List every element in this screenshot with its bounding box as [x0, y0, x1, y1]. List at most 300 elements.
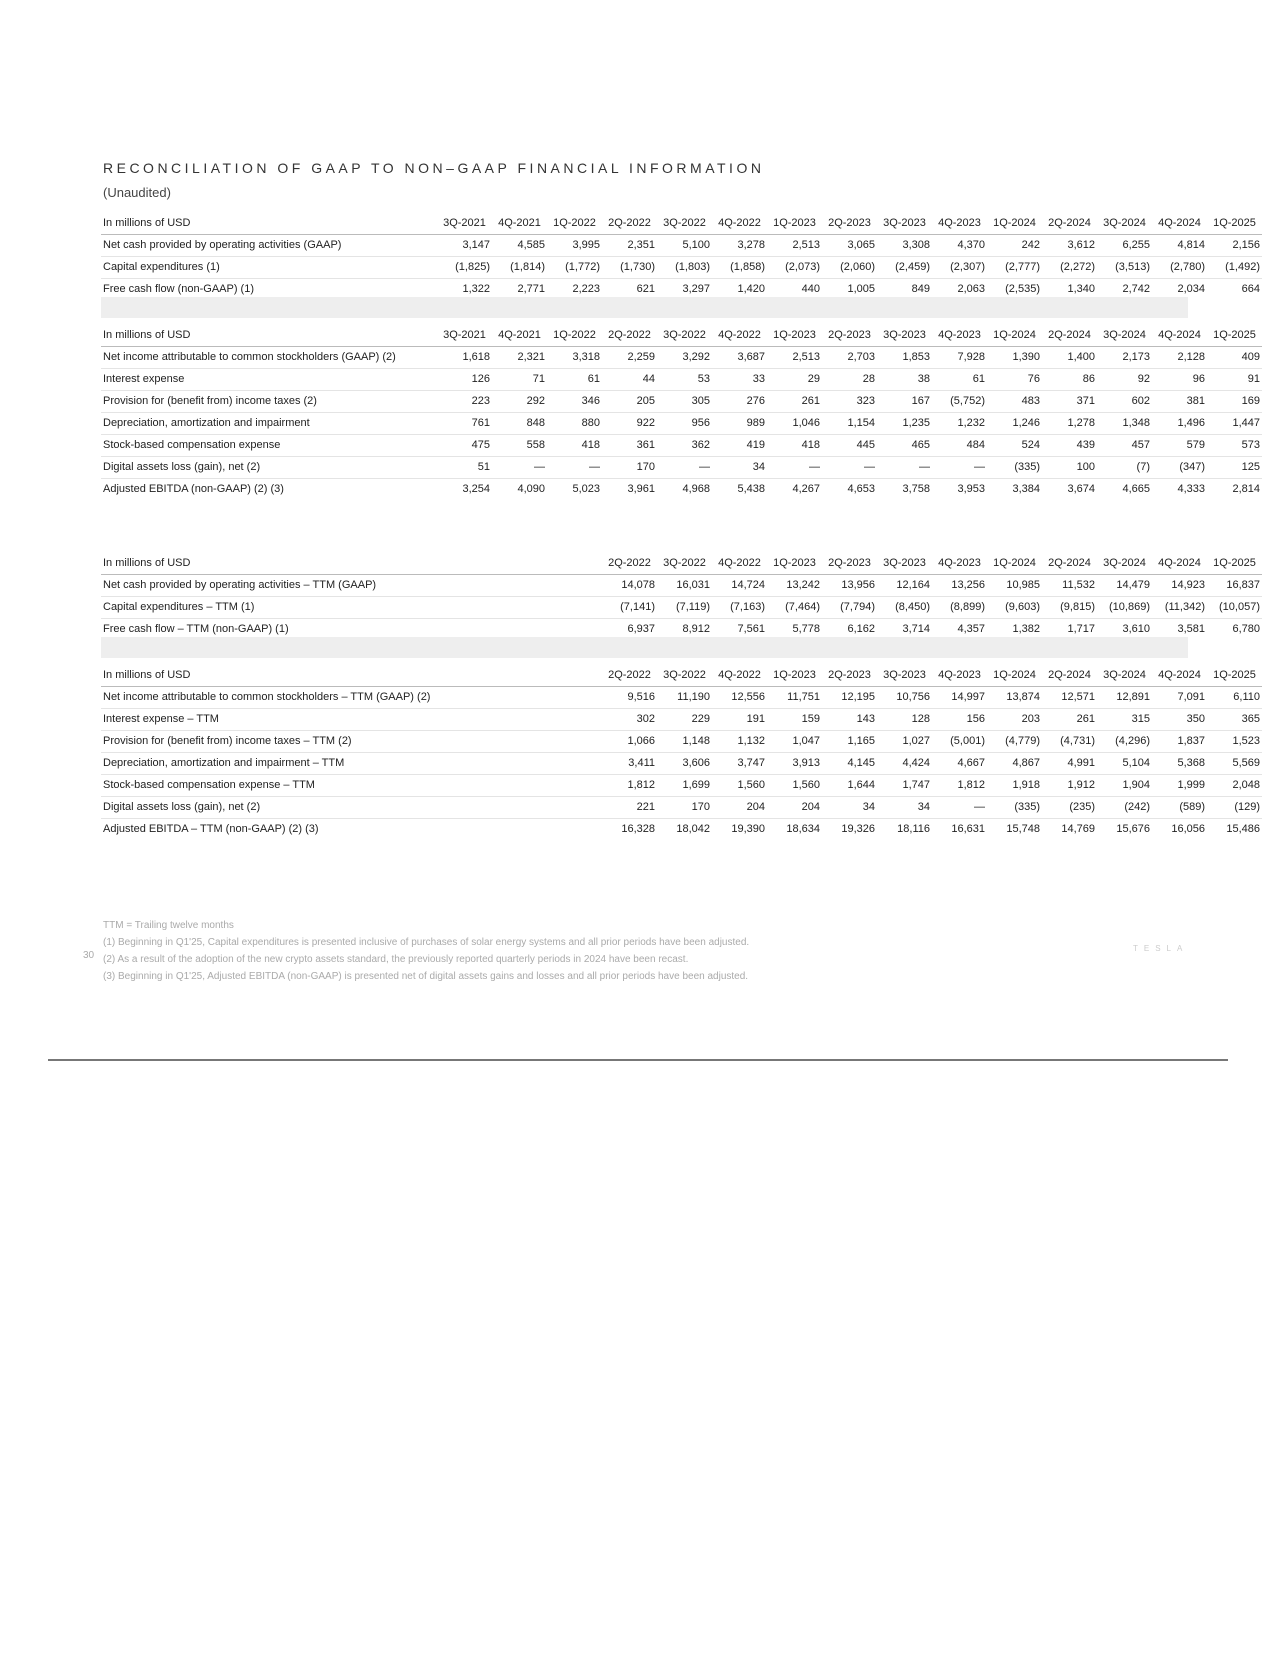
value-cell: 76 [987, 369, 1042, 391]
value-cell: 4,991 [1042, 753, 1097, 775]
empty-cell [437, 553, 492, 575]
empty-cell [547, 575, 602, 597]
total-row [101, 819, 1262, 841]
row-label: Digital assets loss (gain), net (2) [101, 457, 437, 479]
value-cell: 484 [932, 435, 987, 457]
value-cell: 1,165 [822, 731, 877, 753]
value-cell: 2,034 [1152, 279, 1207, 301]
period-header: 2Q-2024 [1042, 213, 1097, 235]
value-cell: 7,928 [932, 347, 987, 369]
value-cell: (8,899) [932, 597, 987, 619]
value-cell: 3,581 [1152, 619, 1207, 641]
value-cell: (2,777) [987, 257, 1042, 279]
value-cell: (11,342) [1152, 597, 1207, 619]
period-header: 3Q-2022 [657, 213, 712, 235]
table-row [101, 347, 1262, 369]
value-cell: 14,997 [932, 687, 987, 709]
value-cell: 11,751 [767, 687, 822, 709]
empty-cell [492, 819, 547, 841]
value-cell: (7,119) [657, 597, 712, 619]
value-cell: 4,968 [657, 479, 712, 501]
value-cell: 465 [877, 435, 932, 457]
empty-cell [437, 687, 492, 709]
value-cell: 1,747 [877, 775, 932, 797]
empty-cell [492, 731, 547, 753]
table-row [101, 413, 1262, 435]
value-cell: 1,348 [1097, 413, 1152, 435]
value-cell: 483 [987, 391, 1042, 413]
value-cell: (1,814) [492, 257, 547, 279]
value-cell: 229 [657, 709, 712, 731]
table-row [101, 457, 1262, 479]
table-header-row [101, 665, 1262, 687]
value-cell: 4,867 [987, 753, 1042, 775]
value-cell: 3,610 [1097, 619, 1152, 641]
empty-cell [437, 731, 492, 753]
empty-cell [437, 597, 492, 619]
value-cell: 205 [602, 391, 657, 413]
value-cell: 418 [767, 435, 822, 457]
footnote-1: (1) Beginning in Q1'25, Capital expenditures is presented inclusive of purchases of solar energy systems and all prior periods have been adjusted. [103, 937, 750, 948]
period-header: 1Q-2024 [987, 553, 1042, 575]
value-cell: 5,778 [767, 619, 822, 641]
value-cell: — [932, 797, 987, 819]
value-cell: 3,747 [712, 753, 767, 775]
value-cell: 4,357 [932, 619, 987, 641]
value-cell: 15,486 [1207, 819, 1262, 841]
value-cell: 15,748 [987, 819, 1042, 841]
value-cell: (1,492) [1207, 257, 1262, 279]
value-cell: 3,674 [1042, 479, 1097, 501]
empty-cell [437, 775, 492, 797]
value-cell: 1,918 [987, 775, 1042, 797]
value-cell: 1,912 [1042, 775, 1097, 797]
value-cell: 143 [822, 709, 877, 731]
period-header: 1Q-2023 [767, 665, 822, 687]
value-cell: 12,556 [712, 687, 767, 709]
row-label: Adjusted EBITDA (non-GAAP) (2) (3) [101, 479, 437, 501]
period-header: 2Q-2022 [602, 213, 657, 235]
value-cell: 664 [1207, 279, 1262, 301]
value-cell: 323 [822, 391, 877, 413]
value-cell: 16,631 [932, 819, 987, 841]
value-cell: 4,090 [492, 479, 547, 501]
value-cell: 276 [712, 391, 767, 413]
value-cell: 5,104 [1097, 753, 1152, 775]
period-header: 4Q-2022 [712, 213, 767, 235]
table-header-row [101, 325, 1262, 347]
value-cell: 14,724 [712, 575, 767, 597]
value-cell: 7,091 [1152, 687, 1207, 709]
value-cell: (335) [987, 457, 1042, 479]
period-header: 4Q-2024 [1152, 325, 1207, 347]
page-title: RECONCILIATION OF GAAP TO NON–GAAP FINANCIAL INFORMATION [103, 160, 765, 176]
value-cell: 292 [492, 391, 547, 413]
value-cell: 9,516 [602, 687, 657, 709]
empty-cell [492, 553, 547, 575]
value-cell: 1,046 [767, 413, 822, 435]
value-cell: 29 [767, 369, 822, 391]
period-header: 3Q-2024 [1097, 213, 1152, 235]
empty-cell [547, 665, 602, 687]
table-separator [101, 297, 1188, 318]
row-label: Net income attributable to common stockholders (GAAP) (2) [101, 347, 437, 369]
value-cell: (242) [1097, 797, 1152, 819]
value-cell: 125 [1207, 457, 1262, 479]
value-cell: (7) [1097, 457, 1152, 479]
value-cell: 156 [932, 709, 987, 731]
value-cell: 16,837 [1207, 575, 1262, 597]
value-cell: 1,340 [1042, 279, 1097, 301]
value-cell: 1,382 [987, 619, 1042, 641]
value-cell: 1,005 [822, 279, 877, 301]
value-cell: 14,923 [1152, 575, 1207, 597]
value-cell: 602 [1097, 391, 1152, 413]
value-cell: 13,256 [932, 575, 987, 597]
empty-cell [437, 709, 492, 731]
value-cell: 848 [492, 413, 547, 435]
value-cell: 5,023 [547, 479, 602, 501]
value-cell: 371 [1042, 391, 1097, 413]
value-cell: 18,116 [877, 819, 932, 841]
value-cell: — [657, 457, 712, 479]
value-cell: 361 [602, 435, 657, 457]
value-cell: 61 [547, 369, 602, 391]
value-cell: 3,308 [877, 235, 932, 257]
period-header: 4Q-2023 [932, 325, 987, 347]
period-header: 4Q-2022 [712, 665, 767, 687]
total-row [101, 479, 1262, 501]
value-cell: (589) [1152, 797, 1207, 819]
value-cell: 1,523 [1207, 731, 1262, 753]
value-cell: 19,390 [712, 819, 767, 841]
period-header: 4Q-2023 [932, 553, 987, 575]
value-cell: 1,246 [987, 413, 1042, 435]
empty-cell [547, 819, 602, 841]
value-cell: 1,278 [1042, 413, 1097, 435]
value-cell: 621 [602, 279, 657, 301]
table-row [101, 257, 1262, 279]
period-header: 1Q-2023 [767, 325, 822, 347]
value-cell: 1,717 [1042, 619, 1097, 641]
value-cell: 11,532 [1042, 575, 1097, 597]
value-cell: 2,351 [602, 235, 657, 257]
table-row [101, 709, 1262, 731]
value-cell: 4,667 [932, 753, 987, 775]
table-row [101, 575, 1262, 597]
value-cell: 12,164 [877, 575, 932, 597]
period-header: 3Q-2022 [657, 665, 712, 687]
value-cell: (2,307) [932, 257, 987, 279]
value-cell: (1,803) [657, 257, 712, 279]
unit-label: In millions of USD [101, 213, 437, 235]
brand-logo: TESLA [1133, 944, 1189, 953]
unit-label: In millions of USD [101, 325, 437, 347]
value-cell: 4,814 [1152, 235, 1207, 257]
table-row [101, 391, 1262, 413]
table-header-row [101, 213, 1262, 235]
value-cell: 33 [712, 369, 767, 391]
table-row [101, 753, 1262, 775]
value-cell: (129) [1207, 797, 1262, 819]
value-cell: 1,999 [1152, 775, 1207, 797]
value-cell: 3,297 [657, 279, 712, 301]
value-cell: 2,063 [932, 279, 987, 301]
value-cell: (9,603) [987, 597, 1042, 619]
table-row [101, 797, 1262, 819]
value-cell: 170 [657, 797, 712, 819]
value-cell: 2,742 [1097, 279, 1152, 301]
value-cell: 5,569 [1207, 753, 1262, 775]
value-cell: 1,853 [877, 347, 932, 369]
value-cell: 445 [822, 435, 877, 457]
value-cell: 6,780 [1207, 619, 1262, 641]
empty-cell [547, 731, 602, 753]
value-cell: 1,235 [877, 413, 932, 435]
value-cell: 204 [767, 797, 822, 819]
unit-label: In millions of USD [101, 553, 437, 575]
adjusted-ebitda-table [101, 325, 1262, 500]
value-cell: 4,424 [877, 753, 932, 775]
value-cell: 418 [547, 435, 602, 457]
value-cell: 128 [877, 709, 932, 731]
period-header: 1Q-2024 [987, 325, 1042, 347]
value-cell: 1,560 [712, 775, 767, 797]
free-cash-flow-ttm-table [101, 553, 1262, 640]
footnote-3: (3) Beginning in Q1'25, Adjusted EBITDA (non-GAAP) is presented net of digital assets gains and losses and all prior periods have been adjusted. [103, 971, 749, 982]
value-cell: 19,326 [822, 819, 877, 841]
value-cell: 16,031 [657, 575, 712, 597]
period-header: 2Q-2024 [1042, 325, 1097, 347]
value-cell: 34 [712, 457, 767, 479]
value-cell: — [932, 457, 987, 479]
value-cell: (7,141) [602, 597, 657, 619]
value-cell: 1,027 [877, 731, 932, 753]
period-header: 1Q-2022 [547, 213, 602, 235]
value-cell: 439 [1042, 435, 1097, 457]
value-cell: 10,756 [877, 687, 932, 709]
adjusted-ebitda-ttm-table [101, 665, 1262, 840]
value-cell: 16,328 [602, 819, 657, 841]
value-cell: 34 [877, 797, 932, 819]
period-header: 3Q-2023 [877, 325, 932, 347]
empty-cell [492, 597, 547, 619]
period-header: 1Q-2023 [767, 553, 822, 575]
value-cell: 346 [547, 391, 602, 413]
value-cell: 362 [657, 435, 712, 457]
empty-cell [437, 797, 492, 819]
table-row [101, 597, 1262, 619]
value-cell: 3,995 [547, 235, 602, 257]
value-cell: 2,771 [492, 279, 547, 301]
value-cell: 3,758 [877, 479, 932, 501]
value-cell: 16,056 [1152, 819, 1207, 841]
empty-cell [492, 665, 547, 687]
value-cell: 1,047 [767, 731, 822, 753]
value-cell: (3,513) [1097, 257, 1152, 279]
value-cell: 573 [1207, 435, 1262, 457]
value-cell: 1,132 [712, 731, 767, 753]
value-cell: 86 [1042, 369, 1097, 391]
value-cell: 91 [1207, 369, 1262, 391]
period-header: 1Q-2025 [1207, 325, 1262, 347]
value-cell: 1,496 [1152, 413, 1207, 435]
period-header: 3Q-2022 [657, 325, 712, 347]
value-cell: 1,618 [437, 347, 492, 369]
empty-cell [492, 775, 547, 797]
value-cell: 5,100 [657, 235, 712, 257]
empty-cell [492, 575, 547, 597]
row-label: Provision for (benefit from) income taxes – TTM (2) [101, 731, 437, 753]
bottom-divider [48, 1059, 1228, 1061]
period-header: 3Q-2023 [877, 553, 932, 575]
row-label: Free cash flow – TTM (non-GAAP) (1) [101, 619, 437, 641]
value-cell: 3,953 [932, 479, 987, 501]
value-cell: 92 [1097, 369, 1152, 391]
value-cell: 1,232 [932, 413, 987, 435]
footnote-2: (2) As a result of the adoption of the new crypto assets standard, the previously reported quarterly periods in 2024 have been recast. [103, 954, 689, 965]
value-cell: 1,066 [602, 731, 657, 753]
value-cell: 51 [437, 457, 492, 479]
value-cell: 14,078 [602, 575, 657, 597]
value-cell: 4,585 [492, 235, 547, 257]
period-header: 4Q-2023 [932, 665, 987, 687]
value-cell: (1,730) [602, 257, 657, 279]
value-cell: 922 [602, 413, 657, 435]
period-header: 4Q-2021 [492, 325, 547, 347]
value-cell: 191 [712, 709, 767, 731]
row-label: Digital assets loss (gain), net (2) [101, 797, 437, 819]
empty-cell [547, 797, 602, 819]
value-cell: 3,961 [602, 479, 657, 501]
empty-cell [492, 687, 547, 709]
period-header: 3Q-2022 [657, 553, 712, 575]
value-cell: 5,368 [1152, 753, 1207, 775]
value-cell: 1,148 [657, 731, 712, 753]
value-cell: 2,321 [492, 347, 547, 369]
value-cell: 524 [987, 435, 1042, 457]
value-cell: 2,173 [1097, 347, 1152, 369]
row-label: Interest expense [101, 369, 437, 391]
empty-cell [547, 597, 602, 619]
period-header: 2Q-2022 [602, 325, 657, 347]
period-header: 3Q-2024 [1097, 553, 1152, 575]
value-cell: 409 [1207, 347, 1262, 369]
value-cell: 3,714 [877, 619, 932, 641]
value-cell: (10,057) [1207, 597, 1262, 619]
value-cell: 12,571 [1042, 687, 1097, 709]
empty-cell [437, 753, 492, 775]
value-cell: 558 [492, 435, 547, 457]
value-cell: 1,699 [657, 775, 712, 797]
value-cell: 475 [437, 435, 492, 457]
value-cell: 5,438 [712, 479, 767, 501]
value-cell: 4,370 [932, 235, 987, 257]
period-header: 4Q-2022 [712, 553, 767, 575]
value-cell: — [822, 457, 877, 479]
value-cell: 1,560 [767, 775, 822, 797]
value-cell: (5,001) [932, 731, 987, 753]
empty-cell [547, 687, 602, 709]
value-cell: 989 [712, 413, 767, 435]
value-cell: 1,154 [822, 413, 877, 435]
value-cell: (2,060) [822, 257, 877, 279]
value-cell: 2,259 [602, 347, 657, 369]
value-cell: 13,874 [987, 687, 1042, 709]
value-cell: 1,837 [1152, 731, 1207, 753]
value-cell: 34 [822, 797, 877, 819]
footnote-ttm: TTM = Trailing twelve months [103, 920, 234, 931]
value-cell: — [492, 457, 547, 479]
period-header: 1Q-2024 [987, 213, 1042, 235]
value-cell: 6,937 [602, 619, 657, 641]
table-row [101, 435, 1262, 457]
row-label: Net cash provided by operating activities – TTM (GAAP) [101, 575, 437, 597]
value-cell: 38 [877, 369, 932, 391]
table-header-row [101, 553, 1262, 575]
empty-cell [547, 553, 602, 575]
value-cell: 44 [602, 369, 657, 391]
row-label: Depreciation, amortization and impairment – TTM [101, 753, 437, 775]
value-cell: 315 [1097, 709, 1152, 731]
period-header: 4Q-2022 [712, 325, 767, 347]
value-cell: (10,869) [1097, 597, 1152, 619]
empty-cell [437, 819, 492, 841]
value-cell: 10,985 [987, 575, 1042, 597]
value-cell: 305 [657, 391, 712, 413]
value-cell: 126 [437, 369, 492, 391]
value-cell: 221 [602, 797, 657, 819]
value-cell: 8,912 [657, 619, 712, 641]
value-cell: 2,048 [1207, 775, 1262, 797]
value-cell: 1,904 [1097, 775, 1152, 797]
value-cell: 761 [437, 413, 492, 435]
value-cell: 3,606 [657, 753, 712, 775]
row-label: Adjusted EBITDA – TTM (non-GAAP) (2) (3) [101, 819, 437, 841]
value-cell: (4,779) [987, 731, 1042, 753]
value-cell: 1,390 [987, 347, 1042, 369]
period-header: 1Q-2025 [1207, 553, 1262, 575]
value-cell: 204 [712, 797, 767, 819]
value-cell: 53 [657, 369, 712, 391]
value-cell: (2,535) [987, 279, 1042, 301]
row-label: Depreciation, amortization and impairment [101, 413, 437, 435]
period-header: 4Q-2024 [1152, 553, 1207, 575]
period-header: 1Q-2022 [547, 325, 602, 347]
value-cell: 159 [767, 709, 822, 731]
value-cell: 2,223 [547, 279, 602, 301]
value-cell: (2,780) [1152, 257, 1207, 279]
value-cell: 3,411 [602, 753, 657, 775]
value-cell: (5,752) [932, 391, 987, 413]
value-cell: 3,913 [767, 753, 822, 775]
empty-cell [492, 709, 547, 731]
value-cell: 15,676 [1097, 819, 1152, 841]
period-header: 2Q-2023 [822, 213, 877, 235]
row-label: Capital expenditures (1) [101, 257, 437, 279]
value-cell: 18,634 [767, 819, 822, 841]
value-cell: (347) [1152, 457, 1207, 479]
value-cell: (1,825) [437, 257, 492, 279]
value-cell: 365 [1207, 709, 1262, 731]
row-label: Interest expense – TTM [101, 709, 437, 731]
value-cell: (7,794) [822, 597, 877, 619]
empty-cell [492, 797, 547, 819]
value-cell: — [767, 457, 822, 479]
empty-cell [437, 665, 492, 687]
value-cell: 4,267 [767, 479, 822, 501]
value-cell: (2,073) [767, 257, 822, 279]
